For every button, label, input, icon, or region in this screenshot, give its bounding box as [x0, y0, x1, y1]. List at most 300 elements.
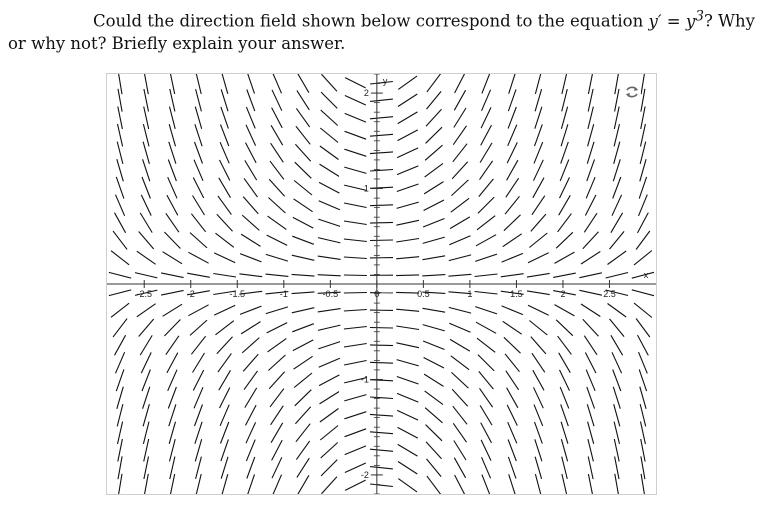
x-tick-label: -2.5 [136, 289, 152, 299]
slope-segment [527, 273, 550, 277]
slope-segment [475, 307, 497, 314]
slope-segment [482, 475, 490, 494]
question-outro: ? Why or why not? Briefly explain your answer. [8, 11, 755, 53]
slope-segment [318, 342, 340, 349]
slope-segment [370, 134, 393, 136]
slope-segment [422, 275, 445, 276]
slope-segment [508, 440, 516, 462]
slope-segment [636, 319, 650, 338]
slope-segment [220, 160, 230, 181]
slope-segment [166, 213, 179, 232]
slope-segment [139, 232, 154, 250]
slope-segment [396, 257, 419, 259]
slope-segment [426, 442, 442, 459]
slope-segment [454, 90, 465, 110]
slope-segment [246, 125, 256, 146]
x-tick-label: 0.5 [417, 289, 430, 299]
x-tick-label: -0.5 [322, 289, 339, 299]
slope-segment [296, 108, 309, 127]
slope-segment [398, 130, 418, 141]
slope-segment [423, 308, 446, 312]
slope-segment [477, 338, 495, 352]
slope-segment [345, 131, 367, 139]
slope-segment [190, 320, 207, 335]
slope-segment [213, 274, 236, 278]
slope-segment [427, 459, 442, 477]
slope-segment [481, 107, 491, 128]
slope-segment [424, 200, 444, 211]
slope-segment [453, 406, 467, 424]
slope-segment [560, 177, 570, 198]
slope-segment [427, 476, 441, 494]
equation: $y' = y^3$ [648, 8, 704, 31]
slope-segment [319, 201, 340, 210]
slope-segment [296, 424, 310, 442]
slope-segment [634, 251, 652, 266]
slope-segment [268, 198, 285, 214]
slope-segment [426, 109, 442, 126]
slope-segment [109, 290, 131, 296]
slope-segment [425, 408, 442, 423]
slope-segment [271, 423, 283, 443]
slope-segment [529, 321, 547, 336]
slope-segment [188, 252, 208, 263]
slope-segment [532, 353, 545, 372]
slope-segment [220, 388, 230, 409]
slope-segment [344, 239, 367, 242]
slope-segment [449, 274, 472, 276]
slope-segment [476, 322, 496, 333]
slope-segment [370, 362, 393, 363]
slope-segment [453, 126, 466, 145]
slope-segment [370, 99, 393, 101]
slope-segment [502, 306, 523, 315]
slope-segment [535, 74, 541, 94]
slope-segment [397, 184, 419, 192]
slope-segment [245, 160, 257, 180]
slope-segment [507, 388, 518, 408]
slope-segment [319, 358, 340, 367]
slope-segment [397, 148, 418, 158]
slope-segment [553, 273, 576, 277]
slope-segment [370, 414, 393, 416]
x-axis-label: x [643, 270, 649, 280]
slope-segment [426, 127, 442, 143]
slope-segment [397, 393, 418, 402]
slope-segment [219, 178, 231, 198]
slope-segment [246, 422, 256, 443]
slope-segment [558, 214, 572, 232]
slope-segment [193, 196, 205, 216]
slope-segment [345, 429, 367, 437]
y-tick-label: -2 [360, 469, 369, 480]
slope-segment [507, 160, 518, 180]
slope-segment [370, 484, 393, 487]
slope-segment [611, 213, 623, 233]
slope-segment [478, 197, 494, 213]
slope-segment [137, 251, 156, 264]
slope-segment [396, 220, 419, 225]
slope-segment [636, 231, 650, 250]
slope-segment [295, 144, 310, 161]
slope-segment [322, 74, 337, 91]
slope-segment [450, 339, 470, 351]
slope-segment [135, 273, 157, 278]
slope-segment [319, 182, 339, 193]
slope-segment [398, 462, 417, 475]
y-tick-label: 1 [363, 183, 369, 194]
slope-segment [344, 412, 366, 419]
slope-segment [531, 214, 546, 231]
slope-segment [370, 467, 393, 469]
slope-segment [425, 145, 442, 160]
slope-segment [425, 163, 443, 177]
slope-segment [634, 303, 652, 318]
slope-segment [449, 236, 470, 245]
slope-segment [344, 221, 367, 225]
slope-segment [475, 274, 498, 277]
slope-segment [295, 390, 312, 406]
slope-segment [370, 449, 393, 451]
slope-segment [454, 441, 466, 461]
slope-segment [321, 110, 338, 126]
slope-segment [528, 305, 549, 315]
slope-segment [556, 232, 573, 248]
slope-segment [480, 143, 492, 163]
slope-segment [272, 74, 281, 93]
slope-segment [533, 370, 544, 390]
slope-segment [243, 354, 258, 371]
refresh-icon-bg [623, 83, 641, 101]
slope-segment [581, 252, 600, 265]
slope-segment [296, 126, 310, 144]
slope-segment [508, 422, 517, 443]
slope-segment [509, 74, 516, 94]
slope-segment [241, 322, 260, 334]
slope-segment [246, 405, 257, 425]
slope-segment [606, 273, 628, 279]
slope-segment [501, 274, 524, 277]
slope-segment [610, 319, 625, 337]
slope-segment [272, 440, 283, 460]
slope-segment [370, 82, 393, 85]
slope-segment [452, 372, 469, 388]
slope-segment [320, 426, 338, 441]
slope-segment [481, 440, 491, 461]
slope-segment [163, 252, 183, 264]
slope-segment [193, 370, 203, 391]
slope-segment [344, 293, 367, 294]
slope-segment [344, 344, 367, 348]
slope-segment [632, 290, 654, 296]
slope-segment [272, 457, 282, 478]
slope-segment [509, 474, 516, 494]
slope-segment [398, 427, 418, 438]
slope-segment [218, 353, 232, 372]
slope-segment [450, 217, 470, 229]
slope-segment [396, 292, 419, 293]
slope-segment [247, 90, 255, 112]
x-tick-label: 2.5 [603, 289, 616, 299]
slope-segment [507, 142, 517, 163]
slope-segment [272, 90, 282, 111]
slope-segment [266, 254, 288, 261]
slope-segment [194, 387, 203, 408]
slope-segment [508, 125, 517, 146]
slope-segment [475, 254, 497, 261]
slope-segment [267, 235, 288, 245]
slope-segment [477, 216, 495, 230]
slope-segment [115, 335, 126, 355]
slope-segment [481, 125, 492, 145]
slope-segment [555, 252, 575, 263]
slope-segment [423, 237, 445, 243]
slope-segment [294, 356, 313, 369]
slope-segment [396, 275, 419, 276]
slope-segment [167, 195, 178, 215]
slope-segment [556, 320, 573, 336]
slope-segment [424, 374, 443, 386]
slope-segment [398, 112, 418, 124]
slope-segment [344, 327, 367, 330]
slope-segment [247, 474, 254, 494]
direction-field-figure [106, 73, 657, 495]
slope-segment [423, 219, 444, 228]
slope-segment [449, 307, 471, 313]
slope-segment [294, 181, 312, 196]
slope-segment [423, 341, 444, 350]
slope-segment [322, 477, 337, 494]
x-tick-label: 1.5 [510, 289, 523, 299]
slope-segment [370, 345, 393, 346]
slope-segment [140, 213, 152, 233]
slope-segment [452, 180, 469, 196]
slope-segment [529, 233, 547, 248]
slope-segment [344, 310, 367, 312]
x-tick-label: 0 [374, 289, 380, 299]
slope-segment [397, 202, 419, 208]
slope-segment [451, 198, 469, 212]
slope-segment [166, 336, 179, 355]
slope-segment [608, 251, 627, 265]
x-tick-label: -1 [279, 289, 288, 299]
slope-segment [451, 356, 469, 370]
slope-segment [240, 306, 262, 314]
slope-segment [318, 325, 340, 330]
slope-segment [194, 160, 203, 181]
slope-segment [321, 443, 338, 459]
slope-segment [534, 160, 544, 181]
slope-segment [320, 146, 339, 160]
slope-segment [295, 162, 312, 178]
slope-segment [139, 319, 154, 337]
slope-segment [503, 321, 522, 334]
slope-segment [318, 275, 341, 276]
slope-segment [585, 353, 596, 374]
slope-segment [344, 149, 366, 156]
slope-segment [423, 256, 446, 260]
slope-segment [398, 479, 417, 492]
slope-segment [427, 91, 442, 109]
slope-segment [243, 197, 258, 214]
slope-segment [344, 361, 367, 366]
slope-segment [449, 323, 470, 332]
slope-segment [454, 108, 466, 128]
slope-segment [216, 233, 234, 247]
slope-segment [455, 74, 466, 93]
slope-segment [480, 161, 493, 180]
slope-segment [297, 458, 309, 477]
slope-segment [113, 319, 127, 337]
slope-segment [502, 253, 523, 262]
slope-segment [190, 233, 207, 248]
slope-segment [345, 78, 366, 88]
slope-segment [321, 92, 337, 108]
slope-segment [560, 370, 570, 391]
slope-segment [272, 475, 281, 494]
slope-segment [344, 203, 367, 208]
slope-segment [271, 143, 284, 162]
direction-field-plot [107, 74, 656, 494]
slope-segment [187, 273, 210, 277]
slope-segment [268, 339, 287, 352]
x-tick-label: 1 [467, 289, 473, 299]
slope-segment [532, 196, 545, 215]
refresh-icon[interactable] [623, 83, 641, 101]
slope-segment [584, 336, 597, 355]
slope-segment [427, 74, 441, 92]
slope-segment [297, 91, 309, 110]
slope-segment [611, 335, 623, 355]
slope-segment [297, 475, 309, 494]
slope-segment [109, 272, 131, 278]
slope-segment [191, 336, 205, 354]
slope-segment [424, 358, 444, 369]
slope-segment [478, 355, 494, 371]
slope-segment [270, 389, 284, 407]
slope-segment [271, 125, 283, 145]
slope-segment [505, 196, 520, 214]
slope-segment [558, 336, 572, 354]
slope-segment [293, 340, 313, 351]
slope-segment [164, 232, 180, 249]
slope-segment [111, 303, 129, 317]
slope-segment [242, 338, 259, 353]
slope-segment [534, 387, 544, 408]
slope-segment [293, 217, 313, 228]
slope-segment [370, 170, 393, 172]
slope-segment [269, 372, 284, 389]
slope-segment [344, 275, 367, 276]
slope-segment [585, 195, 596, 216]
slope-segment [297, 74, 309, 93]
slope-segment [217, 337, 233, 354]
slope-segment [164, 320, 180, 337]
slope-segment [318, 256, 341, 259]
slope-segment [193, 178, 203, 199]
slope-segment [424, 182, 443, 194]
slope-segment [217, 214, 233, 231]
slope-segment [398, 444, 418, 456]
slope-segment [504, 337, 521, 353]
slope-segment [479, 371, 494, 389]
slope-segment [294, 199, 313, 212]
slope-segment [396, 309, 419, 311]
slope-segment [239, 274, 262, 277]
slope-segment [370, 222, 393, 223]
slope-segment [137, 304, 156, 317]
slope-segment [244, 371, 257, 390]
slope-segment [579, 290, 602, 295]
slope-segment [214, 305, 235, 315]
slope-segment [455, 475, 466, 494]
slope-segment [370, 117, 393, 119]
slope-segment [482, 74, 490, 93]
slope-segment [481, 423, 492, 443]
slope-segment [292, 274, 315, 276]
slope-segment [426, 425, 442, 441]
y-tick-label: 2 [363, 88, 369, 99]
slope-segment [115, 213, 126, 233]
slope-segment [319, 375, 339, 386]
slope-segment [452, 389, 468, 406]
slope-segment [188, 305, 208, 316]
slope-segment [271, 406, 284, 425]
slope-segment [268, 216, 287, 229]
slope-segment [296, 441, 309, 460]
slope-segment [318, 309, 341, 312]
slope-segment [247, 457, 255, 479]
y-tick-label: -1 [360, 374, 369, 385]
slope-segment [370, 205, 393, 206]
slope-segment [396, 343, 419, 348]
slope-segment [111, 251, 129, 265]
slope-segment [583, 319, 599, 336]
slope-segment [247, 74, 254, 94]
slope-segment [268, 355, 285, 371]
slope-segment [482, 457, 491, 478]
slope-segment [452, 162, 468, 179]
slope-segment [555, 305, 575, 316]
slope-segment [425, 391, 443, 405]
slope-segment [345, 113, 366, 122]
slope-segment [219, 370, 231, 390]
slope-segment [449, 255, 471, 261]
slope-segment [507, 405, 517, 426]
slope-segment [292, 255, 315, 260]
slope-segment [610, 231, 625, 249]
slope-segment [397, 166, 418, 175]
slope-segment [504, 215, 521, 231]
slope-segment [528, 253, 549, 263]
slope-segment [216, 321, 234, 335]
x-tick-label: 2 [560, 289, 566, 299]
slope-segment [398, 94, 417, 107]
slope-segment [267, 323, 288, 333]
slope-segment [397, 377, 419, 385]
slope-segment [506, 178, 519, 197]
slope-segment [222, 474, 228, 494]
slope-segment [527, 291, 550, 295]
slope-segment [270, 161, 284, 179]
slope-segment [240, 254, 262, 262]
question-text [8, 5, 763, 55]
slope-segment [246, 440, 255, 461]
slope-segment [266, 274, 289, 276]
slope-segment [321, 460, 337, 476]
slope-segment [266, 307, 288, 314]
slope-segment [214, 253, 235, 263]
